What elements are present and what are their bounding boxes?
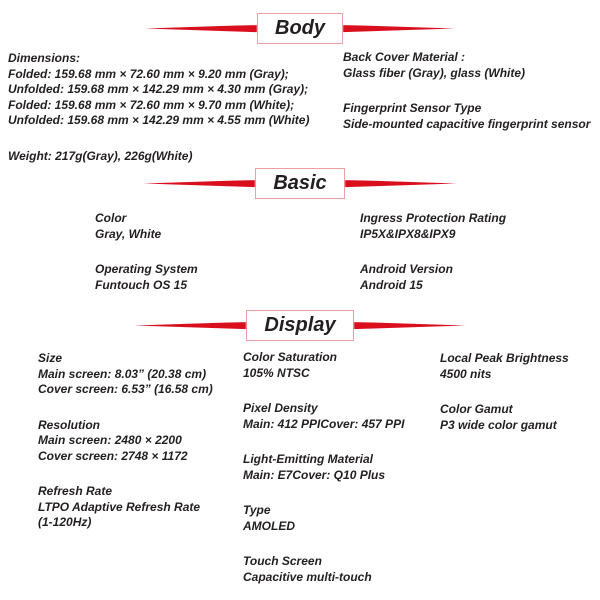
spec-group-touch-screen <box>243 554 404 585</box>
spec-label: Back Cover Material : <box>343 50 466 64</box>
spec-value: Main screen: 2480 × 2200 <box>38 433 182 447</box>
spec-label: Resolution <box>38 417 100 432</box>
spec-group-back-cover <box>343 50 590 81</box>
spec-value: Folded: 159.68 mm × 72.60 mm × 9.70 mm (White); <box>8 97 295 112</box>
divider-line-left <box>145 25 257 33</box>
spec-group-light-emitting-material <box>243 452 404 483</box>
section-divider-basic <box>0 168 600 199</box>
section-title: Body <box>275 17 325 39</box>
spec-value: Cover screen: 2748 × 1172 <box>38 448 188 463</box>
section-divider-display <box>0 310 600 341</box>
section-title-box <box>246 310 353 341</box>
spec-value: AMOLED <box>243 518 295 533</box>
spec-label: Local Peak Brightness <box>440 351 569 365</box>
spec-value: Android 15 <box>360 277 423 292</box>
spec-group-pixel-density <box>243 401 404 432</box>
spec-group-android <box>360 262 506 293</box>
spec-value: Gray, White <box>95 226 162 241</box>
spec-label: Light-Emitting Material <box>243 452 373 466</box>
spec-value: Funtouch OS 15 <box>95 277 188 292</box>
basic-left-column <box>95 211 198 313</box>
spec-value: Glass fiber (Gray), glass (White) <box>343 65 526 80</box>
spec-value: 4500 nits <box>440 366 492 381</box>
spec-label: Fingerprint Sensor Type <box>343 101 482 115</box>
spec-value: Side-mounted capacitive fingerprint sensor <box>343 116 591 131</box>
spec-label: Pixel Density <box>243 401 318 415</box>
spec-value: P3 wide color gamut <box>440 417 557 432</box>
spec-group-fingerprint <box>343 101 590 132</box>
spec-label: Android Version <box>360 262 453 276</box>
spec-group-resolution <box>38 418 213 465</box>
section-title: Basic <box>273 172 327 194</box>
spec-value: Main: E7Cover: Q10 Plus <box>243 467 386 482</box>
spec-label: Ingress Protection Rating <box>360 211 507 225</box>
spec-value: LTPO Adaptive Refresh Rate <box>38 499 201 514</box>
spec-value: Unfolded: 159.68 mm × 142.29 mm × 4.55 mm (White) <box>8 113 310 127</box>
spec-value: Capacitive multi-touch <box>243 569 372 584</box>
spec-label: Color <box>95 211 127 225</box>
section-title-box <box>255 168 344 199</box>
spec-group-dimensions <box>8 51 309 129</box>
spec-value: Main: 412 PPICover: 457 PPI <box>243 416 405 431</box>
spec-group-peak-brightness <box>440 351 569 382</box>
spec-label: Operating System <box>95 262 198 276</box>
section-divider-body <box>0 13 600 44</box>
section-title-box <box>257 13 343 44</box>
body-right-column <box>343 50 590 152</box>
spec-value: Unfolded: 159.68 mm × 142.29 mm × 4.30 mm (Gray); <box>8 82 309 96</box>
spec-label: Color Gamut <box>440 402 513 416</box>
spec-label: Dimensions: <box>8 51 81 65</box>
section-title: Display <box>264 314 336 336</box>
spec-group-os <box>95 262 198 293</box>
spec-value: 105% NTSC <box>243 365 310 380</box>
spec-group-color-gamut <box>440 402 569 433</box>
spec-label: Size <box>38 351 63 365</box>
spec-group-refresh-rate <box>38 484 213 531</box>
spec-group-ingress <box>360 211 506 242</box>
spec-group-type <box>243 503 404 534</box>
spec-group-size <box>38 351 213 398</box>
spec-group-color <box>95 211 198 242</box>
divider-line-right <box>343 25 455 33</box>
basic-right-column <box>360 211 506 313</box>
spec-label: Color Saturation <box>243 350 338 364</box>
spec-value: Weight: 217g(Gray), 226g(White) <box>8 148 193 163</box>
spec-label: Touch Screen <box>243 554 322 568</box>
divider-line-left <box>143 180 255 188</box>
spec-value: Folded: 159.68 mm × 72.60 mm × 9.20 mm (Gray); <box>8 66 289 81</box>
spec-value: IP5X&IPX8&IPX9 <box>360 226 456 241</box>
display-left-column <box>38 351 213 551</box>
spec-label: Refresh Rate <box>38 484 113 498</box>
display-middle-column <box>243 350 404 600</box>
divider-line-left <box>134 322 246 330</box>
spec-group-weight <box>8 149 309 165</box>
spec-value: (1-120Hz) <box>38 515 92 529</box>
divider-line-right <box>345 180 457 188</box>
spec-value: Cover screen: 6.53” (16.58 cm) <box>38 382 213 396</box>
divider-line-right <box>354 322 466 330</box>
body-left-column <box>8 51 309 184</box>
spec-label: Type <box>243 503 271 517</box>
spec-value: Main screen: 8.03” (20.38 cm) <box>38 366 207 381</box>
spec-group-color-saturation <box>243 350 404 381</box>
display-right-column <box>440 351 569 453</box>
